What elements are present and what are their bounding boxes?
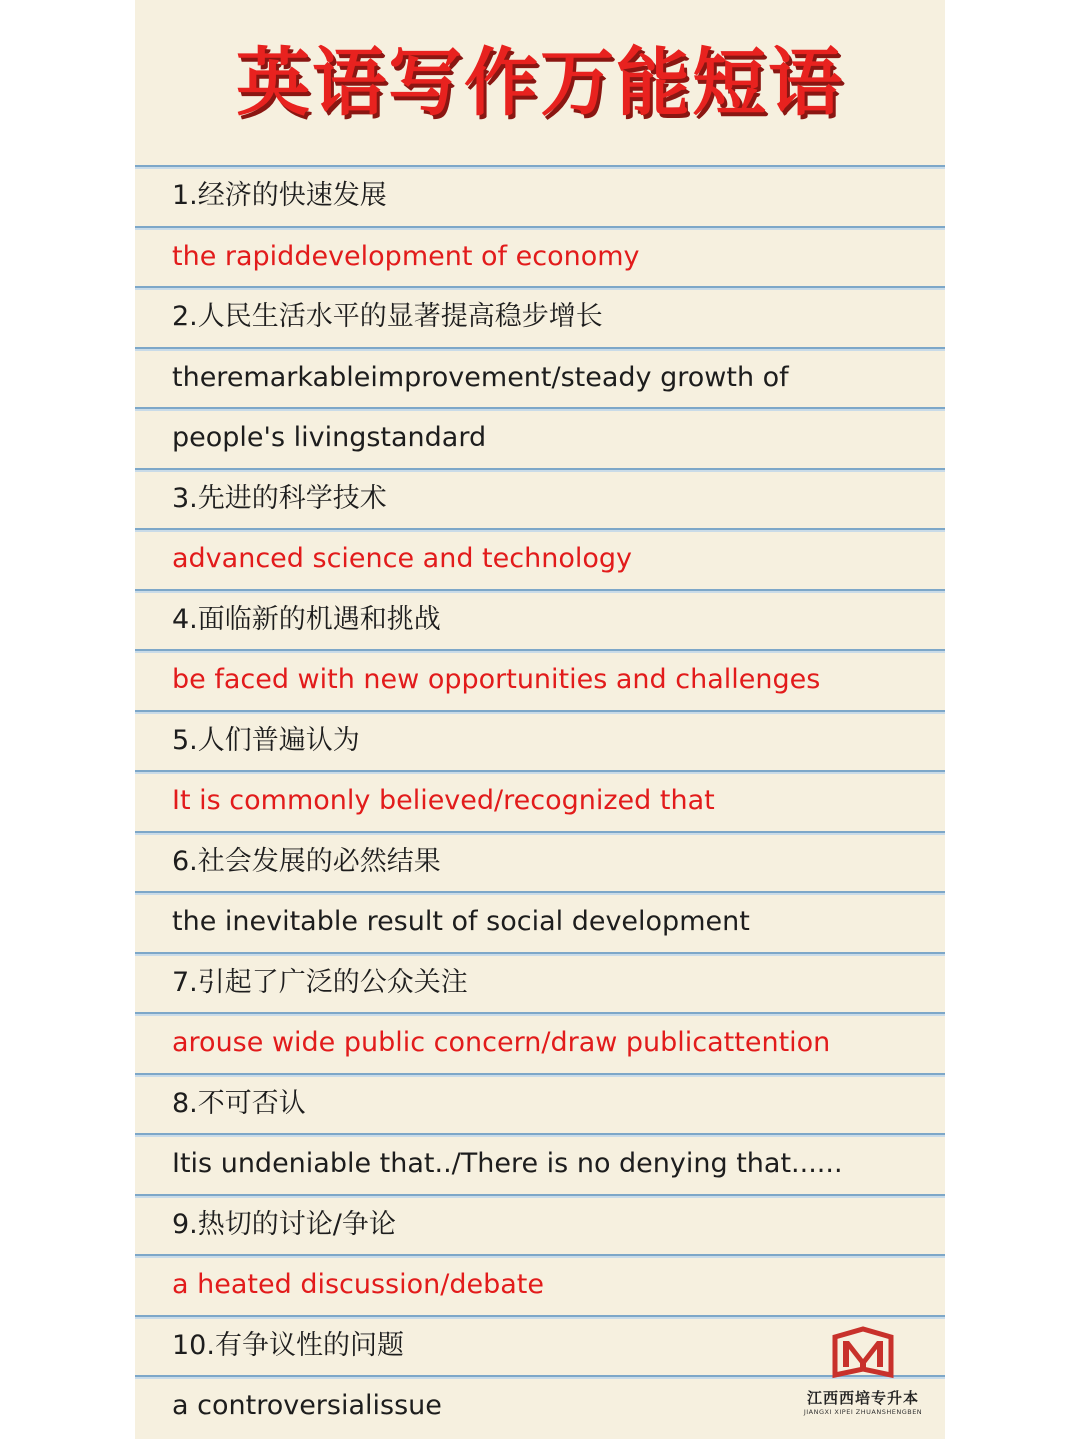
lined-paper [135,0,945,1439]
list-item: 3.先进的科学技术 [135,468,945,529]
list-item: the inevitable result of social development [135,891,945,952]
list-item: 6.社会发展的必然结果 [135,831,945,892]
logo-name: 江西西培专升本 [806,1389,919,1407]
list-item: 7.引起了广泛的公众关注 [135,952,945,1013]
book-crest-icon [793,1325,933,1385]
list-item: a controversialissue [135,1375,945,1436]
brand-logo [793,1325,933,1425]
list-item: a heated discussion/debate [135,1254,945,1315]
list-item: 9.热切的讨论/争论 [135,1194,945,1255]
list-item: 2.人民生活水平的显著提高稳步增长 [135,286,945,347]
list-item: the rapiddevelopment of economy [135,226,945,287]
list-item: advanced science and technology [135,528,945,589]
page-title: 英语写作万能短语 [236,40,844,126]
list-item: 10.有争议性的问题 [135,1315,945,1376]
list-item: arouse wide public concern/draw publicattention [135,1012,945,1073]
phrase-list [135,165,945,1436]
list-item: 4.面临新的机遇和挑战 [135,589,945,650]
list-item: 8.不可否认 [135,1073,945,1134]
list-item: be faced with new opportunities and challenges [135,649,945,710]
list-item: Itis undeniable that../There is no denying that...... [135,1133,945,1194]
list-item: theremarkableimprovement/steady growth of [135,347,945,408]
list-item: It is commonly believed/recognized that [135,770,945,831]
logo-subtitle: JIANGXI XIPEI ZHUANSHENGBEN [803,1408,923,1416]
list-item: 5.人们普遍认为 [135,710,945,771]
list-item: 1.经济的快速发展 [135,165,945,226]
list-item: people's livingstandard [135,407,945,468]
